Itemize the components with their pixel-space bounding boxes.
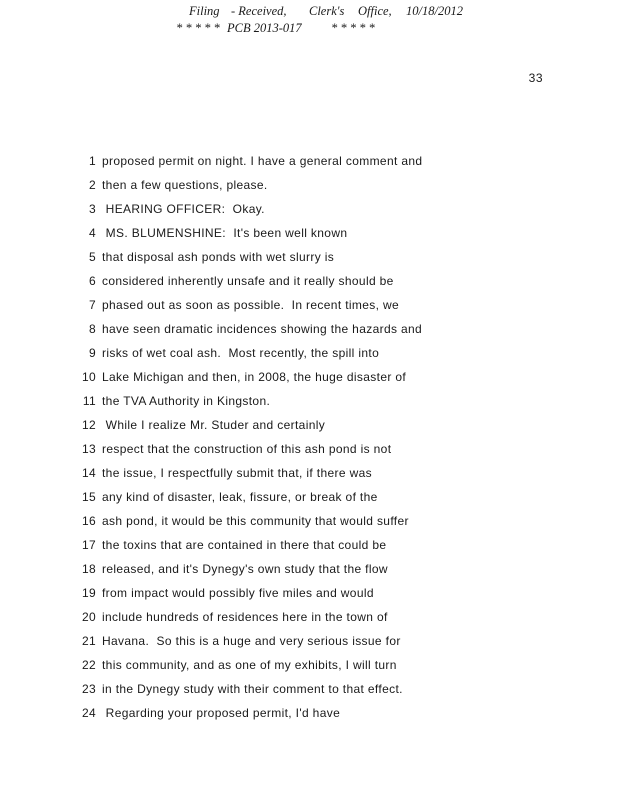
line-text: proposed permit on night. I have a general comment and bbox=[102, 154, 423, 168]
transcript-line bbox=[0, 440, 618, 464]
filing-stamp-line-2 bbox=[0, 21, 618, 77]
line-number: 24 bbox=[81, 706, 96, 720]
line-number: 12 bbox=[81, 418, 96, 432]
line-number: 23 bbox=[81, 682, 96, 696]
line-number: 9 bbox=[88, 346, 96, 360]
line-number: 1 bbox=[88, 154, 96, 168]
line-text: the issue, I respectfully submit that, if there was bbox=[102, 466, 372, 480]
line-text: in the Dynegy study with their comment to that effect. bbox=[102, 682, 403, 696]
line-number: 2 bbox=[88, 178, 96, 192]
transcript-line bbox=[0, 224, 618, 248]
transcript-line bbox=[0, 584, 618, 608]
line-number: 15 bbox=[81, 490, 96, 504]
stamp-date: 10/18/2012 bbox=[406, 4, 463, 18]
transcript-line bbox=[0, 512, 618, 536]
line-text: Havana. So this is a huge and very serious issue for bbox=[102, 634, 401, 648]
line-number: 16 bbox=[81, 514, 96, 528]
line-text: have seen dramatic incidences showing the hazards and bbox=[102, 322, 423, 336]
line-text: then a few questions, please. bbox=[102, 178, 268, 192]
transcript-line bbox=[0, 416, 618, 440]
line-number: 17 bbox=[81, 538, 96, 552]
transcript-line bbox=[0, 248, 618, 272]
transcript-body bbox=[0, 152, 618, 728]
line-number: 14 bbox=[81, 466, 96, 480]
line-text: the TVA Authority in Kingston. bbox=[102, 394, 271, 408]
line-number: 6 bbox=[88, 274, 96, 288]
line-text: MS. BLUMENSHINE: It's been well known bbox=[102, 226, 348, 240]
page-number: 33 bbox=[528, 71, 543, 85]
line-number: 4 bbox=[88, 226, 96, 240]
line-text: the toxins that are contained in there that could be bbox=[102, 538, 387, 552]
line-text: HEARING OFFICER: Okay. bbox=[102, 202, 265, 216]
transcript-line bbox=[0, 656, 618, 680]
line-text: Lake Michigan and then, in 2008, the huge disaster of bbox=[102, 370, 407, 384]
line-text: respect that the construction of this ash pond is not bbox=[102, 442, 392, 456]
stamp-docket: PCB 2013-017 bbox=[227, 21, 302, 35]
line-number: 18 bbox=[81, 562, 96, 576]
line-text: considered inherently unsafe and it really should be bbox=[102, 274, 394, 288]
transcript-line bbox=[0, 608, 618, 632]
line-number: 21 bbox=[81, 634, 96, 648]
line-number: 13 bbox=[81, 442, 96, 456]
line-number: 8 bbox=[88, 322, 96, 336]
line-text: include hundreds of residences here in the town of bbox=[102, 610, 388, 624]
transcript-line bbox=[0, 368, 618, 392]
line-text: Regarding your proposed permit, I'd have bbox=[102, 706, 341, 720]
transcript-line bbox=[0, 176, 618, 200]
line-number: 20 bbox=[81, 610, 96, 624]
transcript-line bbox=[0, 152, 618, 176]
line-text: risks of wet coal ash. Most recently, the spill into bbox=[102, 346, 380, 360]
transcript-line bbox=[0, 560, 618, 584]
transcript-line bbox=[0, 464, 618, 488]
stamp-stars-left: * * * * * bbox=[176, 21, 220, 35]
transcript-line bbox=[0, 296, 618, 320]
transcript-line bbox=[0, 704, 618, 728]
line-number: 3 bbox=[88, 202, 96, 216]
line-text: ash pond, it would be this community that would suffer bbox=[102, 514, 409, 528]
line-text: any kind of disaster, leak, fissure, or break of the bbox=[102, 490, 378, 504]
line-number: 22 bbox=[81, 658, 96, 672]
stamp-received: - Received, bbox=[231, 4, 287, 18]
line-text: from impact would possibly five miles and would bbox=[102, 586, 374, 600]
transcript-line bbox=[0, 272, 618, 296]
line-number: 19 bbox=[81, 586, 96, 600]
stamp-office: Office, bbox=[358, 4, 392, 18]
transcript-line bbox=[0, 632, 618, 656]
line-number: 10 bbox=[81, 370, 96, 384]
transcript-line bbox=[0, 536, 618, 560]
line-number: 11 bbox=[82, 394, 96, 408]
line-text: released, and it's Dynegy's own study that the flow bbox=[102, 562, 388, 576]
line-number: 5 bbox=[88, 250, 96, 264]
line-text: While I realize Mr. Studer and certainly bbox=[102, 418, 326, 432]
transcript-line bbox=[0, 320, 618, 344]
transcript-line bbox=[0, 680, 618, 704]
stamp-filing: Filing bbox=[189, 4, 220, 18]
transcript-line bbox=[0, 392, 618, 416]
transcript-line bbox=[0, 200, 618, 224]
transcript-line bbox=[0, 488, 618, 512]
transcript-line bbox=[0, 344, 618, 368]
line-number: 7 bbox=[88, 298, 96, 312]
stamp-stars-right: * * * * * bbox=[331, 21, 375, 35]
line-text: phased out as soon as possible. In recent times, we bbox=[102, 298, 400, 312]
line-text: this community, and as one of my exhibits, I will turn bbox=[102, 658, 397, 672]
line-text: that disposal ash ponds with wet slurry is bbox=[102, 250, 335, 264]
stamp-clerks: Clerk's bbox=[309, 4, 345, 18]
